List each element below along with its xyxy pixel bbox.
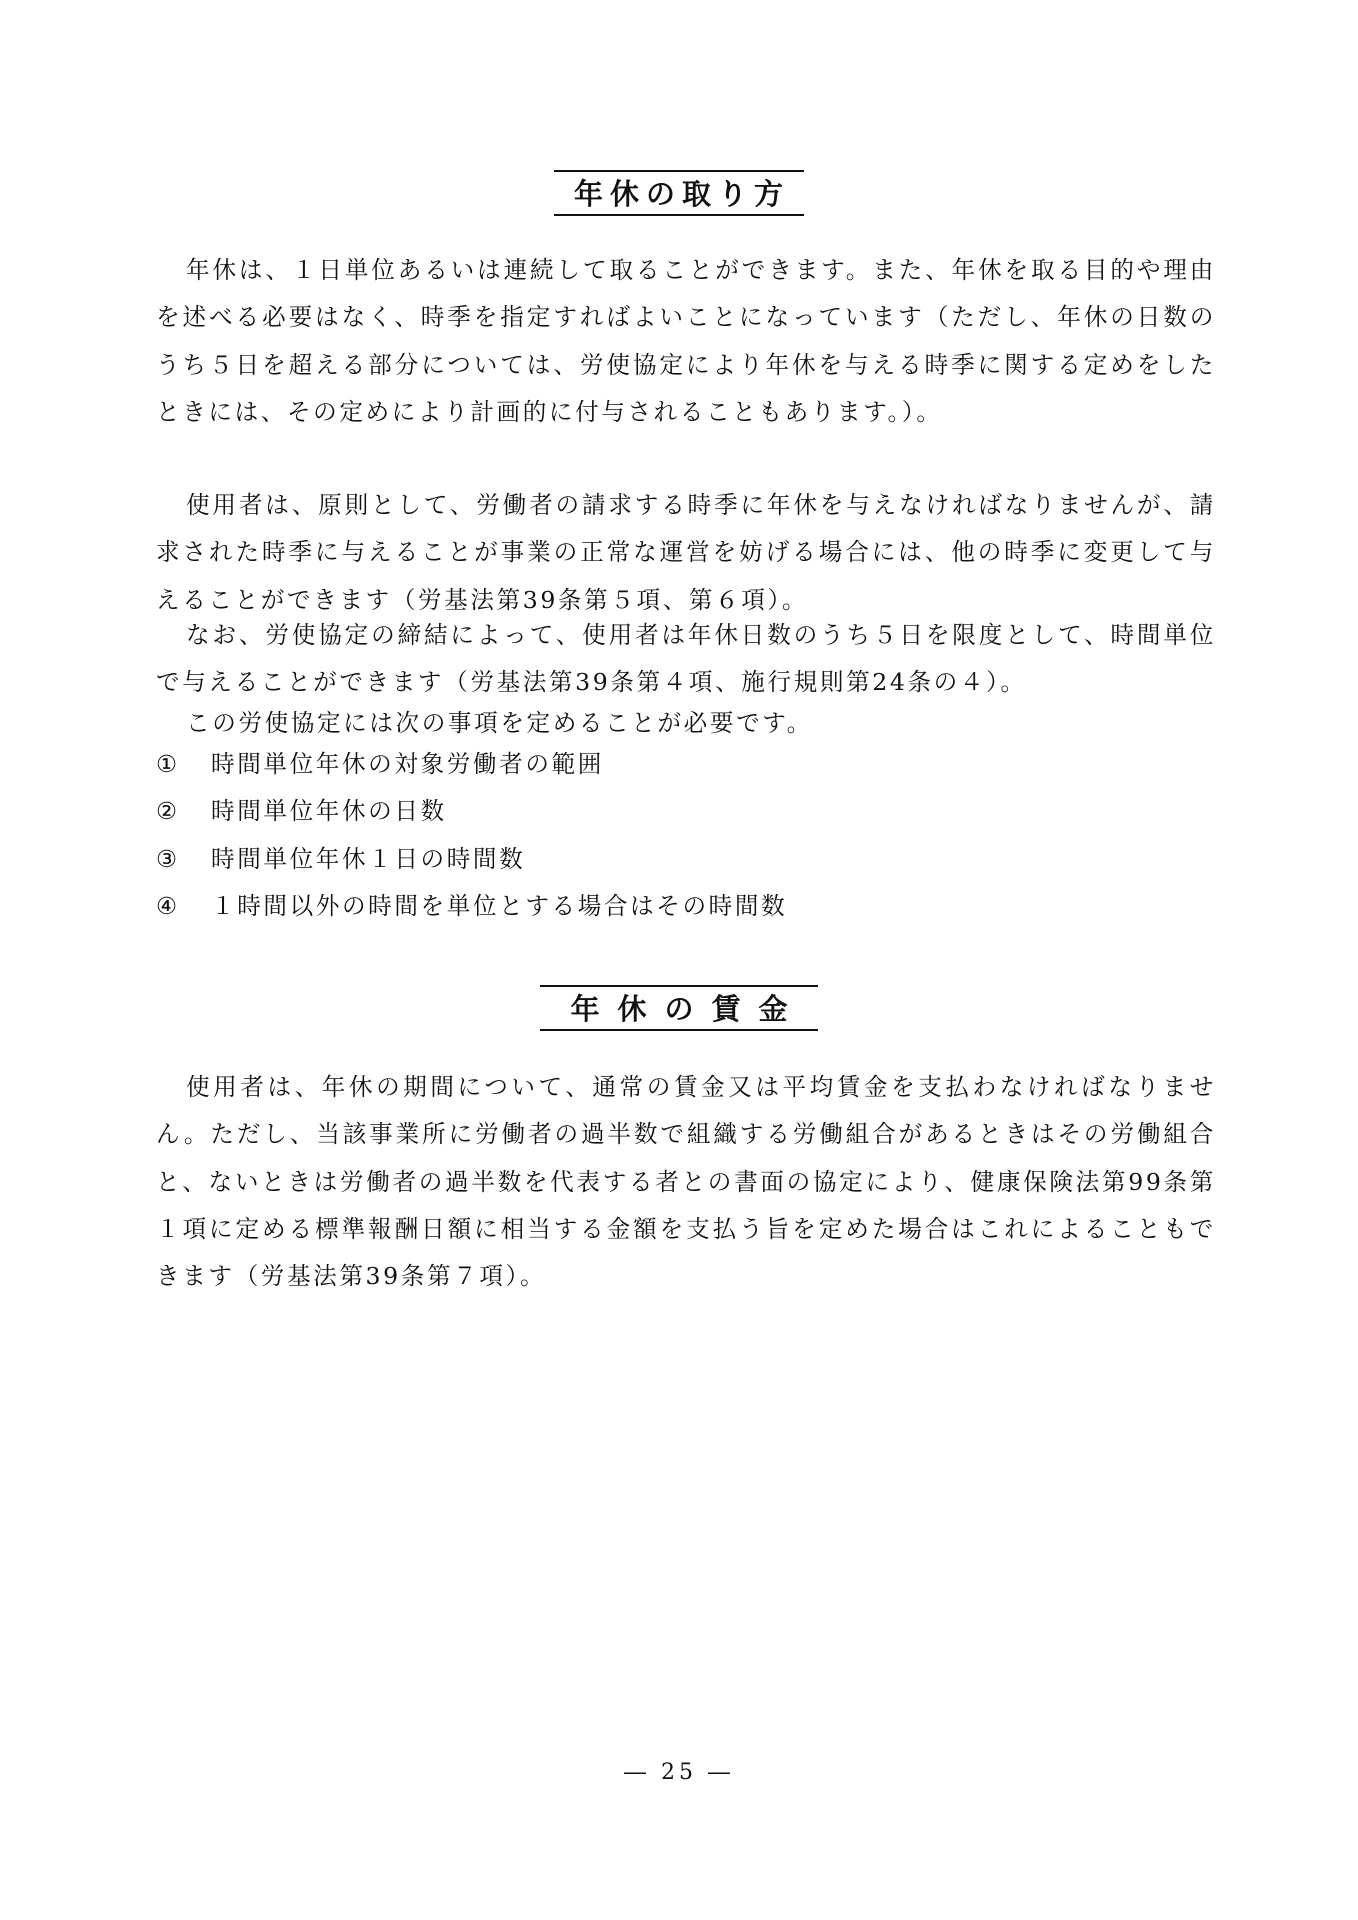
list-item <box>156 836 787 883</box>
list-item <box>156 741 787 788</box>
list-text: 時間単位年休１日の時間数 <box>211 844 526 873</box>
section1-paragraph-1: 年休は、１日単位あるいは連続して取ることができます。また、年休を取る目的や理由を述べる必要はなく、時季を指定すればよいことになっています（ただし、年休の日数のうち５日を超える部分については、労使協定により年休を与える時季に関する定めをしたときには、その定めにより計画的に付与されることもあります。）。 <box>156 256 1216 426</box>
section2-heading-wrap <box>0 985 1358 1031</box>
list-number: ④ <box>156 891 180 920</box>
section1-paragraph-2: 使用者は、原則として、労働者の請求する時季に年休を与えなければなりませんが、請求された時季に与えることが事業の正常な運営を妨げる場合には、他の時季に変更して与えることができます（労基法第39条第５項、第６項）。 <box>156 491 1216 614</box>
list-number: ① <box>156 750 180 778</box>
requirement-list <box>156 741 787 930</box>
list-text: 時間単位年休の対象労働者の範囲 <box>211 750 604 778</box>
list-text: 時間単位年休の日数 <box>211 797 447 826</box>
list-text: １時間以外の時間を単位とする場合はその時間数 <box>211 891 788 920</box>
section1-paragraph-3: なお、労使協定の締結によって、使用者は年休日数のうち５日を限度として、時間単位で与えることができます（労基法第39条第４項、施行規則第24条の４）。 <box>156 621 1216 697</box>
section1-heading-wrap <box>0 170 1358 216</box>
page-number: ― 25 ― <box>624 1760 734 1785</box>
section2-paragraph: 使用者は、年休の期間について、通常の賃金又は平均賃金を支払わなければなりません。ただし、当該事業所に労働者の過半数で組織する労働組合があるときはその労働組合と、ないときは労働者の過半数を代表する者との書面の協定により、健康保険法第99条第１項に定める標準報酬日額に相当する金額を支払う旨を定めた場合はこれによることもできます（労基法第39条第７項）。 <box>156 1073 1216 1291</box>
list-item <box>156 883 787 930</box>
list-number: ② <box>156 797 180 826</box>
list-item <box>156 788 787 835</box>
section1-paragraph-4: この労使協定には次の事項を定めることが必要です。 <box>186 709 813 737</box>
list-number: ③ <box>156 844 180 873</box>
section1-title: 年休の取り方 <box>554 170 804 216</box>
section2-title: 年休の賃金 <box>540 985 817 1031</box>
